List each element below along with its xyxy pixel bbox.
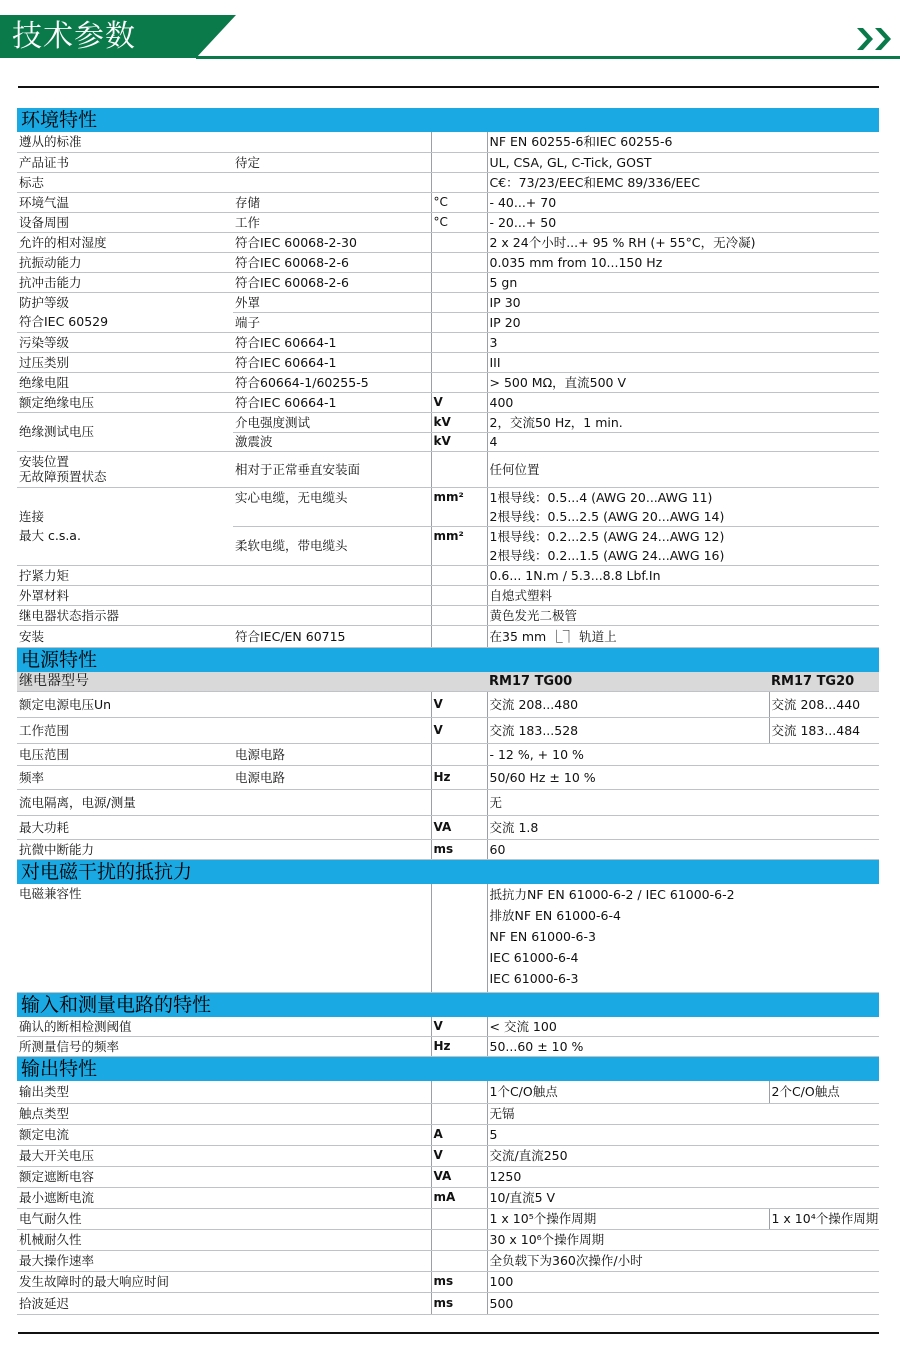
double-chevron-icon: [855, 26, 897, 57]
table-row: 绝缘测试电压 介电强度测试 kV 2，交流50 Hz，1 min.: [17, 412, 879, 432]
table-row: 电磁兼容性 抵抗力NF EN 61000-6-2 / IEC 61000-6-2 排放NF EN 61000-6-4 NF EN 61000-6-3 IEC 61000-6-4 IEC 61000-6-3: [17, 884, 879, 992]
table-row: 外罩材料 自熄式塑料: [17, 585, 879, 605]
table-row: 额定电源电压Un V 交流 208...480 交流 208...440: [17, 692, 879, 718]
page-title: 技术参数: [12, 19, 136, 54]
table-row: 流电隔离，电源/测量 无: [17, 790, 879, 816]
table-row: 抗冲击能力 符合IEC 60068-2-6 5 gn: [17, 272, 879, 292]
table-row: 激震波 kV 4: [17, 432, 879, 451]
table-row: 最小遮断电流 mA 10/直流5 V: [17, 1187, 879, 1208]
table-row: 最大操作速率 全负载下为360次操作/小时: [17, 1250, 879, 1271]
table-row: 允许的相对湿度 符合IEC 60068-2-30 2 x 24个小时...+ 95 % RH (+ 55°C，无冷凝): [17, 232, 879, 252]
section-header: 电源特性: [17, 647, 879, 672]
section-header: 输出特性: [17, 1057, 879, 1082]
table-row: 拾波延迟 ms 500: [17, 1292, 879, 1314]
table-row: 拧紧力矩 0.6... 1N.m / 5.3...8.8 Lbf.In: [17, 565, 879, 585]
table-row: 过压类别 符合IEC 60664-1 III: [17, 352, 879, 372]
table-row: 安装 符合IEC/EN 60715 在35 mm ⎿⏋ 轨道上: [17, 625, 879, 647]
table-row: 电气耐久性 1 x 10⁵个操作周期 1 x 10⁴个操作周期: [17, 1208, 879, 1229]
table-row: 触点类型 无镉: [17, 1103, 879, 1124]
table-row: 防护等级 外罩 IP 30: [17, 292, 879, 312]
table-row: 电压范围 电源电路 - 12 %, + 10 %: [17, 744, 879, 766]
table-row: 输出类型 1个C/O触点 2个C/O触点: [17, 1081, 879, 1103]
table-row: 环境气温 存储 °C - 40...+ 70: [17, 192, 879, 212]
table-row: 设备周围 工作 °C - 20...+ 50: [17, 212, 879, 232]
spec-table: [17, 108, 879, 1315]
table-row: 额定绝缘电压 符合IEC 60664-1 V 400: [17, 392, 879, 412]
section-header: 环境特性: [17, 108, 879, 132]
page-header: [0, 0, 900, 62]
table-row: 遵从的标准 NF EN 60255-6和IEC 60255-6: [17, 132, 879, 152]
table-row: 符合IEC 60529 端子 IP 20: [17, 312, 879, 332]
table-row: 抗微中断能力 ms 60: [17, 840, 879, 860]
table-row: 最大开关电压 V 交流/直流250: [17, 1145, 879, 1166]
title-banner-slant: [196, 15, 236, 58]
table-row: 抗振动能力 符合IEC 60068-2-6 0.035 mm from 10...150 Hz: [17, 252, 879, 272]
table-row: 绝缘电阻 符合60664-1/60255-5 > 500 MΩ，直流500 V: [17, 372, 879, 392]
table-row: 柔软电缆，带电缆头 mm² 1根导线：0.2...2.5 (AWG 24...AWG 12) 2根导线：0.2...1.5 (AWG 24...AWG 16): [17, 526, 879, 565]
table-row: 工作范围 V 交流 183...528 交流 183...484: [17, 718, 879, 744]
table-row: 发生故障时的最大响应时间 ms 100: [17, 1271, 879, 1292]
section-header: 对电磁干扰的抵抗力: [17, 860, 879, 885]
table-row: 频率 电源电路 Hz 50/60 Hz ± 10 %: [17, 766, 879, 790]
section-header: 输入和测量电路的特性: [17, 992, 879, 1017]
table-row: 额定遮断电容 VA 1250: [17, 1166, 879, 1187]
table-row: 产品证书 待定 UL, CSA, GL, C-Tick, GOST: [17, 152, 879, 172]
table-row: 连接 最大 c.s.a. 实心电缆，无电缆头 mm² 1根导线：0.5...4 (AWG 20...AWG 11) 2根导线：0.5...2.5 (AWG 20...AWG 14): [17, 487, 879, 526]
table-row: 安装位置 无故障预置状态 相对于正常垂直安装面 任何位置: [17, 451, 879, 487]
table-row: 污染等级 符合IEC 60664-1 3: [17, 332, 879, 352]
table-row: 最大功耗 VA 交流 1.8: [17, 816, 879, 840]
table-row: 继电器状态指示器 黄色发光二极管: [17, 605, 879, 625]
table-row: 确认的断相检测阈值 V < 交流 100: [17, 1017, 879, 1037]
table-row: 机械耐久性 30 x 10⁶个操作周期: [17, 1229, 879, 1250]
table-row: 继电器型号 RM17 TG00 RM17 TG20: [17, 672, 879, 692]
bottom-rule: [18, 1332, 879, 1334]
top-rule: [18, 86, 879, 88]
title-underline: [196, 56, 900, 59]
table-row: 所测量信号的频率 Hz 50...60 ± 10 %: [17, 1037, 879, 1057]
table-row: 额定电流 A 5: [17, 1124, 879, 1145]
table-row: 标志 C€：73/23/EEC和EMC 89/336/EEC: [17, 172, 879, 192]
